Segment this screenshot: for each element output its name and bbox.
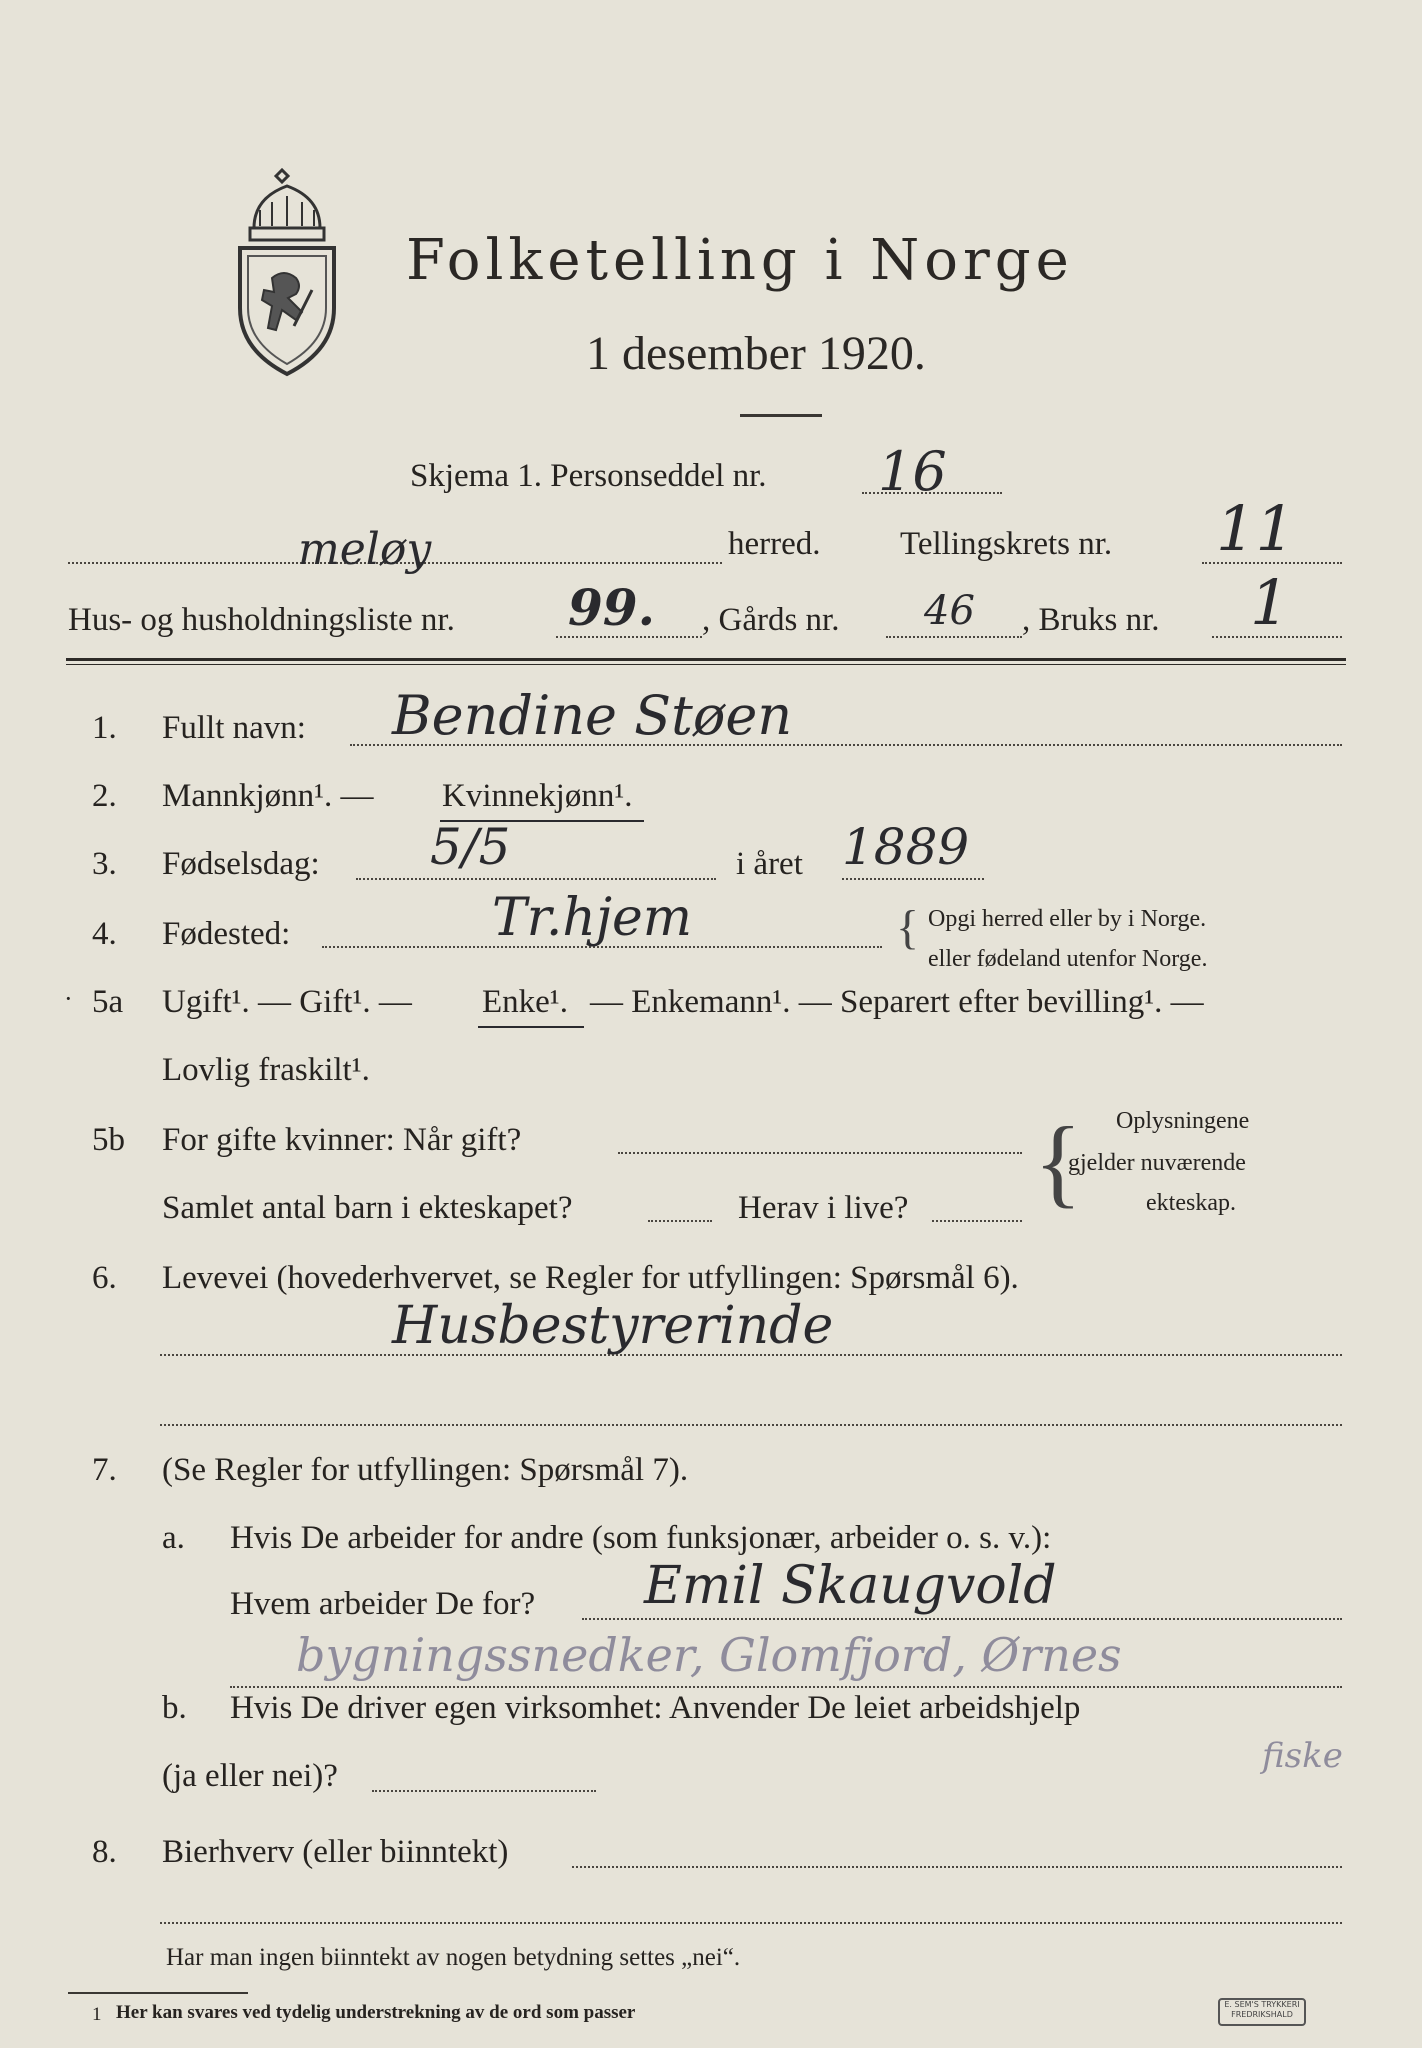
children-total-dotted-line — [648, 1220, 712, 1222]
marriage-note-line2: gjelder nuværende — [1068, 1150, 1246, 1176]
birthplace-value[interactable]: Tr.hjem — [492, 888, 693, 948]
gards-dotted-line — [886, 636, 1022, 638]
herred-label: herred. — [728, 526, 821, 562]
employer-pencil-note[interactable]: bygningssnedker, Glomfjord, Ørnes — [296, 1628, 1122, 1682]
q1-number: 1. — [92, 710, 117, 746]
title-divider — [740, 414, 822, 417]
q8-number: 8. — [92, 1834, 117, 1870]
q2-number: 2. — [92, 778, 117, 814]
side-income-dotted-line — [572, 1866, 1342, 1868]
own-business-label: Hvis De driver egen virksomhet: Anvender De leiet arbeidshjelp — [230, 1690, 1081, 1726]
birthplace-label: Fødested: — [162, 916, 291, 952]
employer-value[interactable]: Emil Skaugvold — [644, 1556, 1057, 1616]
q7b-letter: b. — [162, 1690, 187, 1726]
birthplace-note-line1: Opgi herred eller by i Norge. — [928, 906, 1207, 932]
side-income-note: Har man ingen biinntekt av nogen betydning settes „nei“. — [166, 1944, 741, 1971]
bruks-label: , Bruks nr. — [1022, 602, 1160, 638]
q5a-number: 5a — [92, 984, 124, 1020]
footnote-rule — [68, 1992, 248, 1994]
tellingskrets-label: Tellingskrets nr. — [900, 526, 1113, 562]
section-rule-bottom — [66, 664, 1346, 665]
marital-rest-options: — Enkemann¹. — Separert efter bevilling¹. — — [590, 984, 1204, 1020]
married-when-label: For gifte kvinner: Når gift? — [162, 1122, 522, 1158]
q3-number: 3. — [92, 846, 117, 882]
footnote-text: Her kan svares ved tydelig understrekning av de ord som passer — [116, 2002, 636, 2023]
children-alive-label: Herav i live? — [738, 1190, 909, 1226]
birthplace-note-brace: { — [896, 901, 920, 954]
q4-number: 4. — [92, 916, 117, 952]
marital-enke-underlined[interactable]: Enke¹. — [482, 984, 568, 1020]
marriage-note-line1: Oplysningene — [1116, 1108, 1250, 1134]
tellingskrets-value[interactable]: 11 — [1216, 492, 1295, 565]
q6-number: 6. — [92, 1260, 117, 1296]
gards-label: , Gårds nr. — [702, 602, 840, 638]
gards-value[interactable]: 46 — [924, 588, 975, 634]
children-alive-dotted-line — [932, 1220, 1022, 1222]
occupation-value[interactable]: Husbestyrerinde — [392, 1296, 834, 1356]
enke-underline — [478, 1026, 584, 1028]
norway-coat-of-arms-icon — [232, 166, 342, 376]
husholdningsliste-value[interactable]: 99. — [568, 578, 655, 637]
printer-stamp — [1218, 1998, 1306, 2026]
census-date: 1 desember 1920. — [586, 327, 926, 380]
schema-number-value[interactable]: 16 — [878, 440, 947, 503]
marital-ugift-gift: Ugift¹. — Gift¹. — — [162, 984, 412, 1020]
form-title: Folketelling i Norge — [406, 228, 1074, 293]
employer-dotted-line — [582, 1618, 1342, 1620]
bruks-value[interactable]: 1 — [1250, 566, 1290, 639]
full-name-value[interactable]: Bendine Støen — [392, 684, 793, 747]
male-option: Mannkjønn¹. — — [162, 778, 374, 814]
full-name-label: Fullt navn: — [162, 710, 306, 746]
employment-section-label: (Se Regler for utfyllingen: Spørsmål 7). — [162, 1452, 689, 1488]
employer-dotted-line-2 — [230, 1686, 1342, 1688]
birth-year-value[interactable]: 1889 — [842, 818, 970, 876]
husholdningsliste-label: Hus- og husholdningsliste nr. — [68, 602, 455, 638]
occupation-dotted-line-2 — [160, 1424, 1342, 1426]
hired-help-dotted-line — [372, 1790, 596, 1792]
marriage-note-brace: { — [1034, 1106, 1082, 1217]
birthplace-note-line2: eller fødeland utenfor Norge. — [928, 946, 1208, 972]
herred-value[interactable]: meløy — [298, 524, 432, 575]
own-business-pencil-note[interactable]: fiske — [1262, 1736, 1343, 1776]
female-option-underlined[interactable]: Kvinnekjønn¹. — [442, 778, 633, 814]
footnote-mark: 1 — [92, 2004, 102, 2025]
children-total-label: Samlet antal barn i ekteskapet? — [162, 1190, 573, 1226]
q5b-number: 5b — [92, 1122, 125, 1158]
printer-stamp-line2: FREDRIKSHALD — [1231, 2010, 1293, 2019]
birthdate-dotted-line — [356, 878, 716, 880]
marital-fraskilt: Lovlig fraskilt¹. — [162, 1052, 370, 1088]
printer-stamp-line1: E. SEM'S TRYKKERI — [1224, 2000, 1300, 2009]
side-income-label: Bierhverv (eller biinntekt) — [162, 1834, 509, 1870]
section-rule-top — [66, 658, 1346, 661]
occupation-label: Levevei (hovederhvervet, se Regler for utfyllingen: Spørsmål 6). — [162, 1260, 1019, 1296]
q7a-letter: a. — [162, 1520, 185, 1556]
marriage-note-line3: ekteskap. — [1146, 1190, 1236, 1216]
q5a-dot: · — [64, 984, 73, 1013]
birth-year-dotted-line — [842, 878, 984, 880]
employer-label: Hvem arbeider De for? — [230, 1586, 536, 1622]
birth-year-label: i året — [736, 846, 803, 882]
hired-help-label: (ja eller nei)? — [162, 1758, 338, 1794]
married-when-dotted-line — [618, 1152, 1022, 1154]
q7-number: 7. — [92, 1452, 117, 1488]
birthdate-value[interactable]: 5/5 — [430, 818, 511, 876]
schema-label: Skjema 1. Personseddel nr. — [410, 458, 767, 494]
employed-by-others-label: Hvis De arbeider for andre (som funksjonær, arbeider o. s. v.): — [230, 1520, 1052, 1556]
side-income-dotted-line-2 — [160, 1922, 1342, 1924]
birthdate-label: Fødselsdag: — [162, 846, 320, 882]
